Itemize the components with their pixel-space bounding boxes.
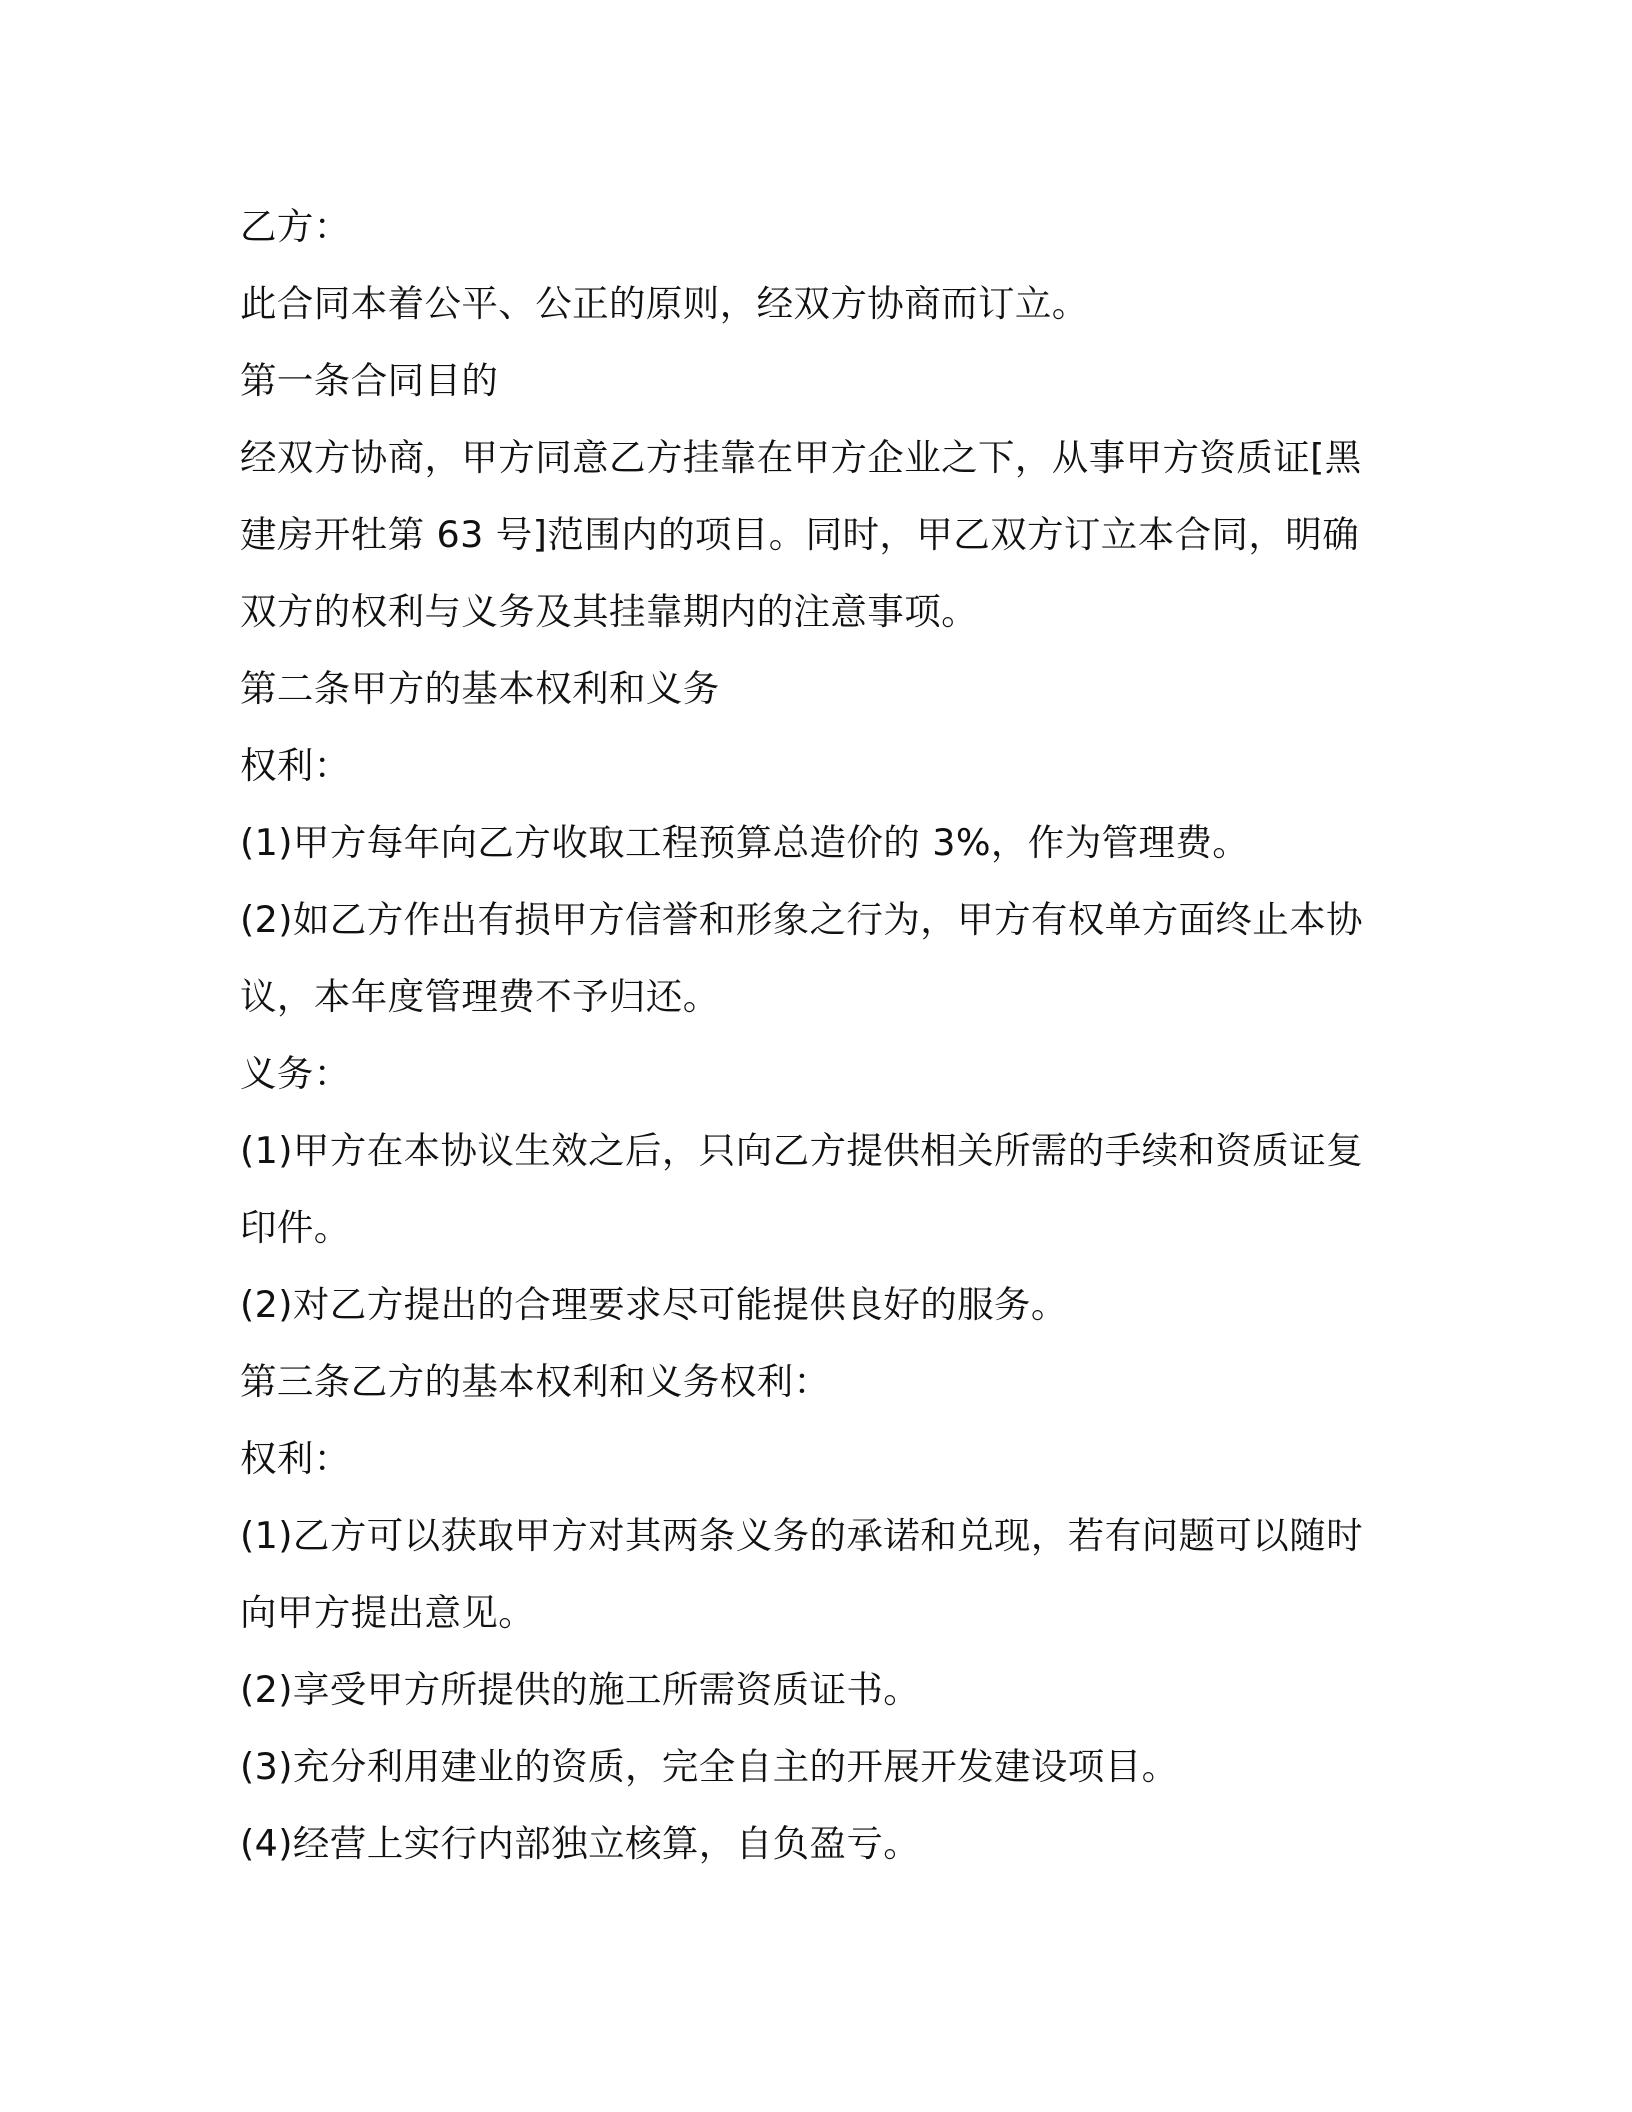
article-1-text-line-1: 经双方协商，甲方同意乙方挂靠在甲方企业之下，从事甲方资质证[黑 bbox=[240, 436, 1362, 479]
party-b-right-3: (3)充分利用建业的资质，完全自主的开展开发建设项目。 bbox=[240, 1745, 1179, 1788]
party-a-duties-label: 义务： bbox=[240, 1052, 351, 1095]
party-a-duty-1-line-1: (1)甲方在本协议生效之后，只向乙方提供相关所需的手续和资质证复 bbox=[240, 1129, 1364, 1172]
party-a-duty-1-line-2: 印件。 bbox=[240, 1206, 351, 1249]
article-3-heading: 第三条乙方的基本权利和义务权利： bbox=[240, 1360, 831, 1403]
party-b-right-4: (4)经营上实行内部独立核算，自负盈亏。 bbox=[240, 1822, 921, 1865]
article-1-heading: 第一条合同目的 bbox=[240, 359, 499, 402]
party-b-right-2: (2)享受甲方所提供的施工所需资质证书。 bbox=[240, 1668, 921, 1711]
document-body bbox=[240, 188, 1390, 1882]
party-a-right-2-line-1: (2)如乙方作出有损甲方信誉和形象之行为，甲方有权单方面终止本协 bbox=[240, 898, 1364, 941]
party-a-duty-2: (2)对乙方提出的合理要求尽可能提供良好的服务。 bbox=[240, 1283, 1068, 1326]
party-b-right-1-line-1: (1)乙方可以获取甲方对其两条义务的承诺和兑现，若有问题可以随时 bbox=[240, 1514, 1364, 1557]
article-1-text-line-3: 双方的权利与义务及其挂靠期内的注意事项。 bbox=[240, 590, 978, 633]
party-a-right-2-line-2: 议，本年度管理费不予归还。 bbox=[240, 975, 720, 1018]
party-b-rights-label: 权利： bbox=[240, 1437, 351, 1480]
article-2-heading: 第二条甲方的基本权利和义务 bbox=[240, 667, 720, 710]
party-a-right-1: (1)甲方每年向乙方收取工程预算总造价的 3%，作为管理费。 bbox=[240, 821, 1250, 864]
party-b-right-1-line-2: 向甲方提出意见。 bbox=[240, 1591, 536, 1634]
party-b-label: 乙方： bbox=[240, 205, 351, 248]
preamble-text: 此合同本着公平、公正的原则，经双方协商而订立。 bbox=[240, 282, 1089, 325]
article-1-text-line-2: 建房开牡第 63 号]范围内的项目。同时，甲乙双方订立本合同，明确 bbox=[240, 513, 1360, 556]
party-a-rights-label: 权利： bbox=[240, 744, 351, 787]
